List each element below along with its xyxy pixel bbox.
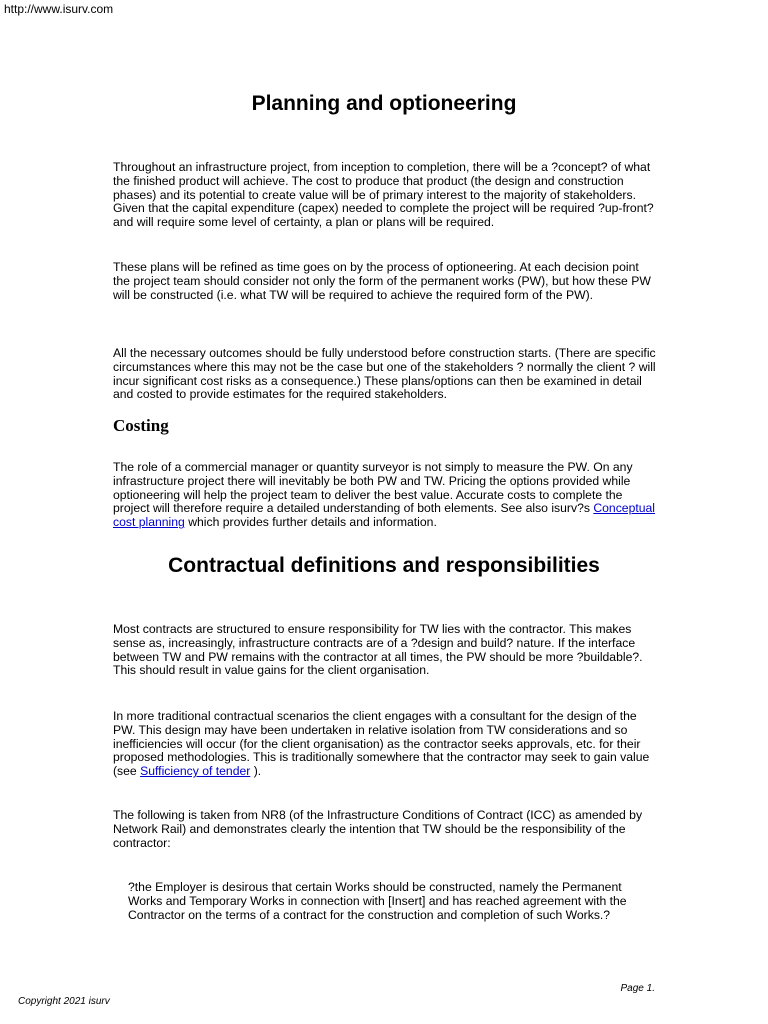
planning-paragraph-3: All the necessary outcomes should be fully understood before construction starts. (There are specific circumstances where this may not be the case but one of the stakeholders ? normally the client ? will incur significant cost risks as a consequence.) These plans/options can then be examined in detail and costed to provide estimates for the required stakeholders. bbox=[113, 346, 656, 402]
contractual-paragraph-3: The following is taken from NR8 (of the Infrastructure Conditions of Contract (ICC) as amended by Network Rail) and demonstrates clearly the intention that TW should be the responsibility of the contractor: bbox=[113, 808, 643, 850]
conceptual-cost-planning-link[interactable]: Conceptual cost planning bbox=[113, 501, 656, 530]
sufficiency-of-tender-link[interactable]: Sufficiency of tender bbox=[140, 764, 251, 779]
planning-paragraph-1: Throughout an infrastructure project, from inception to completion, there will be a ?concept? of what the finished product will achieve. The cost to produce that product (the design and construction phases) and its potential to create value will be of primary interest to the majority of stakeholders. Given that the capital expenditure (capex) needed to complete the project will be required ?up-front? and will require some level of certainty, a plan or plans will be required. bbox=[113, 160, 654, 230]
header-url: http://www.isurv.com bbox=[4, 2, 114, 16]
contractual-p2-after: ). bbox=[250, 764, 262, 779]
contractual-paragraph-1: Most contracts are structured to ensure responsibility for TW lies with the contractor. This makes sense as, increasingly, infrastructure contracts are of a ?design and build? nature. If the interface between TW and PW remains with the contractor at all times, the PW should be more ?buildable?. This should result in value gains for the client organisation. bbox=[113, 622, 643, 678]
title-planning: Planning and optioneering bbox=[251, 92, 517, 115]
title-contractual: Contractual definitions and responsibilities bbox=[168, 554, 600, 577]
copyright: Copyright 2021 isurv bbox=[18, 996, 110, 1007]
page-number: Page 1. bbox=[620, 983, 655, 994]
contractual-p2-before: In more traditional contractual scenarios the client engages with a consultant for the design of the PW. This design may have been undertaken in relative isolation from TW considerations and so inefficiencies will occur (for the client organisation) as the contractor seeks approvals, etc. for their proposed methodologies. This is traditionally somewhere that the contractor may seek to gain value (see bbox=[113, 709, 650, 779]
planning-paragraph-2: These plans will be refined as time goes on by the process of optioneering. At each decision point the project team should consider not only the form of the permanent works (PW), but how these PW will be constructed (i.e. what TW will be required to achieve the required form of the PW). bbox=[113, 260, 651, 302]
costing-paragraph bbox=[113, 461, 658, 530]
heading-costing: Costing bbox=[113, 416, 169, 435]
costing-text-before: The role of a commercial manager or quantity surveyor is not simply to measure the PW. On any infrastructure project there will inevitably be both PW and TW. Pricing the options provided while optioneering will help the project team to deliver the best value. Accurate costs to complete the project will therefore require a detailed understanding of both elements. See also isurv?s bbox=[113, 460, 633, 516]
contract-quote: ?the Employer is desirous that certain Works should be constructed, namely the Permanent Works and Temporary Works in connection with [Insert] and has reached agreement with the Contractor on the terms of a contract for the construction and completion of such Works.? bbox=[128, 880, 627, 922]
costing-text-after: which provides further details and information. bbox=[184, 515, 437, 530]
contractual-paragraph-2 bbox=[113, 710, 658, 779]
